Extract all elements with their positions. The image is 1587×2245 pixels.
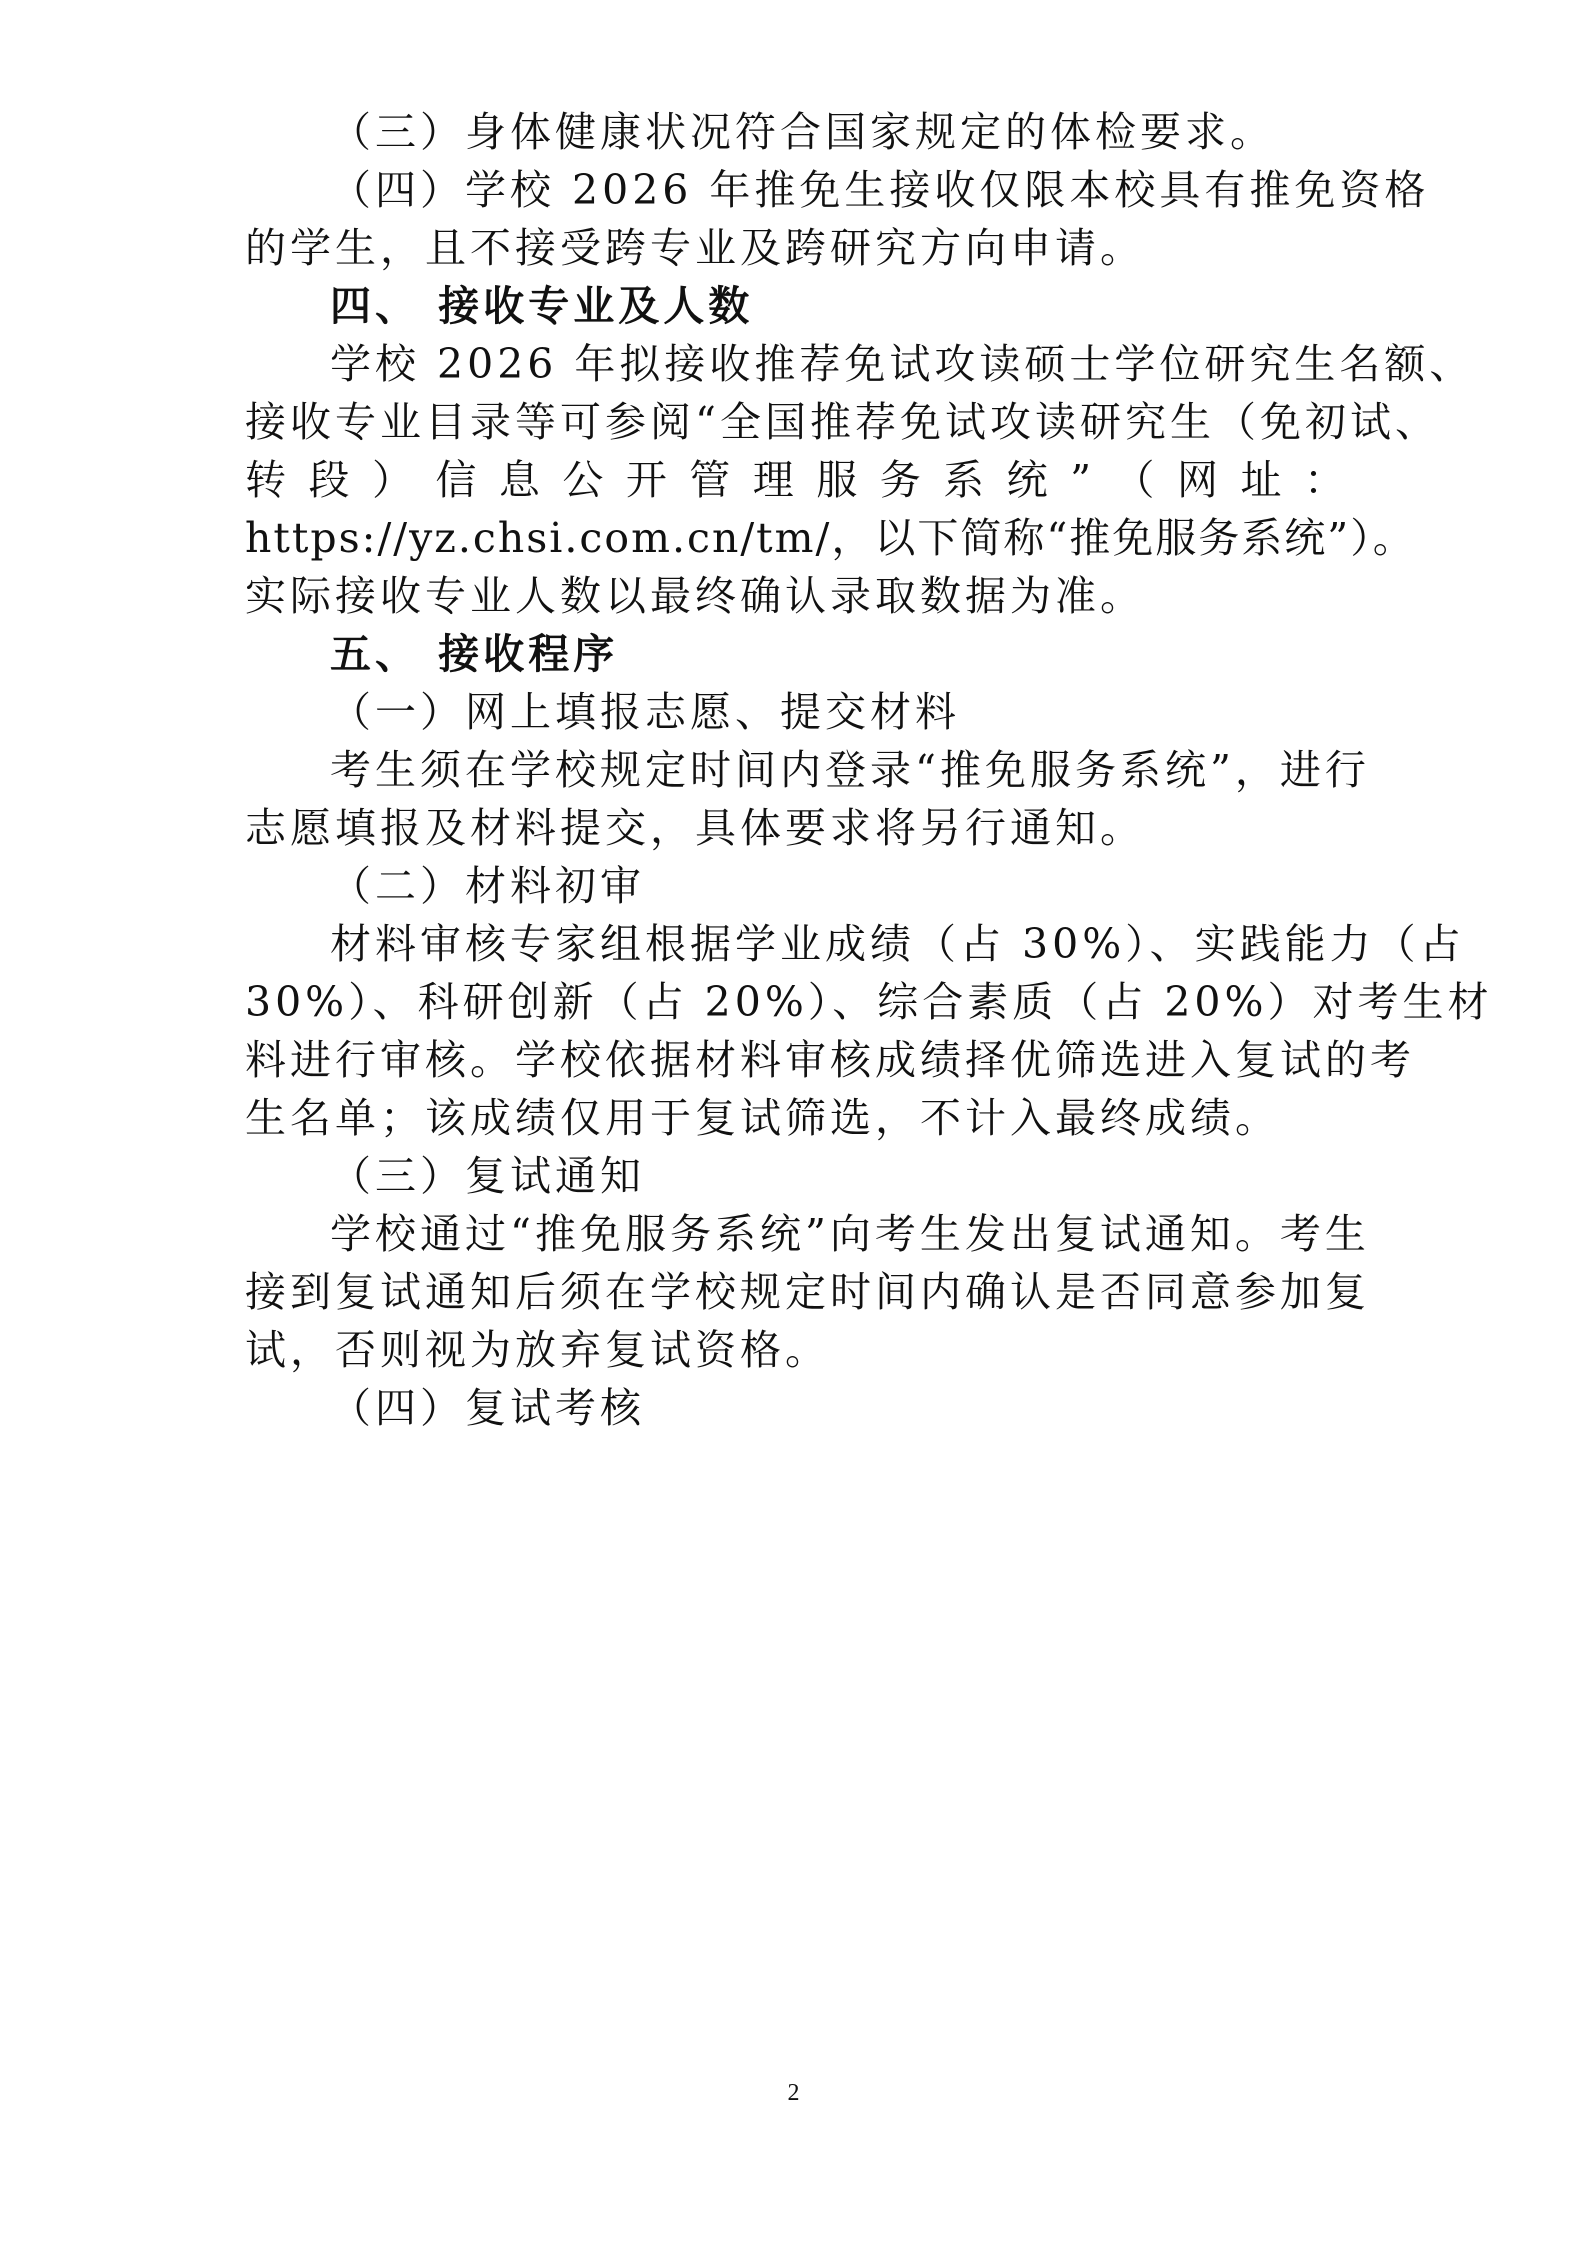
paragraph-line: https://yz.chsi.com.cn/tm/，以下简称“推免服务系统”）。	[245, 514, 1416, 562]
paragraph-line: （四）复试考核	[330, 1384, 645, 1432]
char: ”	[1070, 456, 1092, 504]
char: 信	[435, 456, 477, 504]
char: 开	[625, 456, 667, 504]
char: 转	[245, 456, 286, 504]
paragraph-line: 接到复试通知后须在学校规定时间内确认是否同意参加复	[245, 1268, 1370, 1316]
paragraph-line: 生名单；该成绩仅用于复试筛选，不计入最终成绩。	[245, 1094, 1280, 1142]
char: 管	[689, 456, 731, 504]
char: 段	[308, 456, 350, 504]
char: 务	[879, 456, 921, 504]
paragraph-line: 学校 2026 年拟接收推荐免试攻读硕士学位研究生名额、	[330, 340, 1475, 388]
paragraph-line: 接收专业目录等可参阅“全国推荐免试攻读研究生（免初试、	[245, 398, 1440, 446]
char: 服	[816, 456, 858, 504]
paragraph-line: （一）网上填报志愿、提交材料	[330, 688, 960, 736]
justified-line	[245, 455, 1345, 505]
paragraph-line: 料进行审核。学校依据材料审核成绩择优筛选进入复试的考	[245, 1036, 1415, 1084]
char: 网	[1177, 456, 1218, 504]
paragraph-line: 试，否则视为放弃复试资格。	[245, 1326, 830, 1374]
section-heading: 四、 接收专业及人数	[330, 282, 754, 330]
char: （	[1113, 456, 1155, 504]
char: ：	[1303, 456, 1345, 504]
section-heading: 五、 接收程序	[330, 630, 619, 678]
paragraph-line: （三）复试通知	[330, 1152, 645, 1200]
paragraph-line: （四）学校 2026 年推免生接收仅限本校具有推免资格	[330, 166, 1430, 214]
char: 系	[943, 456, 985, 504]
page-number: 2	[787, 2080, 800, 2106]
paragraph-line: 材料审核专家组根据学业成绩（占 30%）、实践能力（占	[330, 920, 1465, 968]
char: 息	[498, 456, 540, 504]
paragraph-line: 志愿填报及材料提交，具体要求将另行通知。	[245, 804, 1145, 852]
char: 公	[562, 456, 604, 504]
char: 址	[1240, 456, 1282, 504]
paragraph-line: 实际接收专业人数以最终确认录取数据为准。	[245, 572, 1145, 620]
paragraph-line: 学校通过“推免服务系统”向考生发出复试通知。考生	[330, 1210, 1370, 1258]
char: 理	[752, 456, 794, 504]
paragraph-line: （二）材料初审	[330, 862, 645, 910]
char: 统	[1006, 456, 1048, 504]
paragraph-line: 考生须在学校规定时间内登录“推免服务系统”，进行	[330, 746, 1370, 794]
paragraph-line: （三）身体健康状况符合国家规定的体检要求。	[330, 108, 1275, 156]
paragraph-line: 30%）、科研创新（占 20%）、综合素质（占 20%）对考生材	[245, 978, 1493, 1026]
char: ）	[371, 456, 413, 504]
paragraph-line: 的学生，且不接受跨专业及跨研究方向申请。	[245, 224, 1145, 272]
